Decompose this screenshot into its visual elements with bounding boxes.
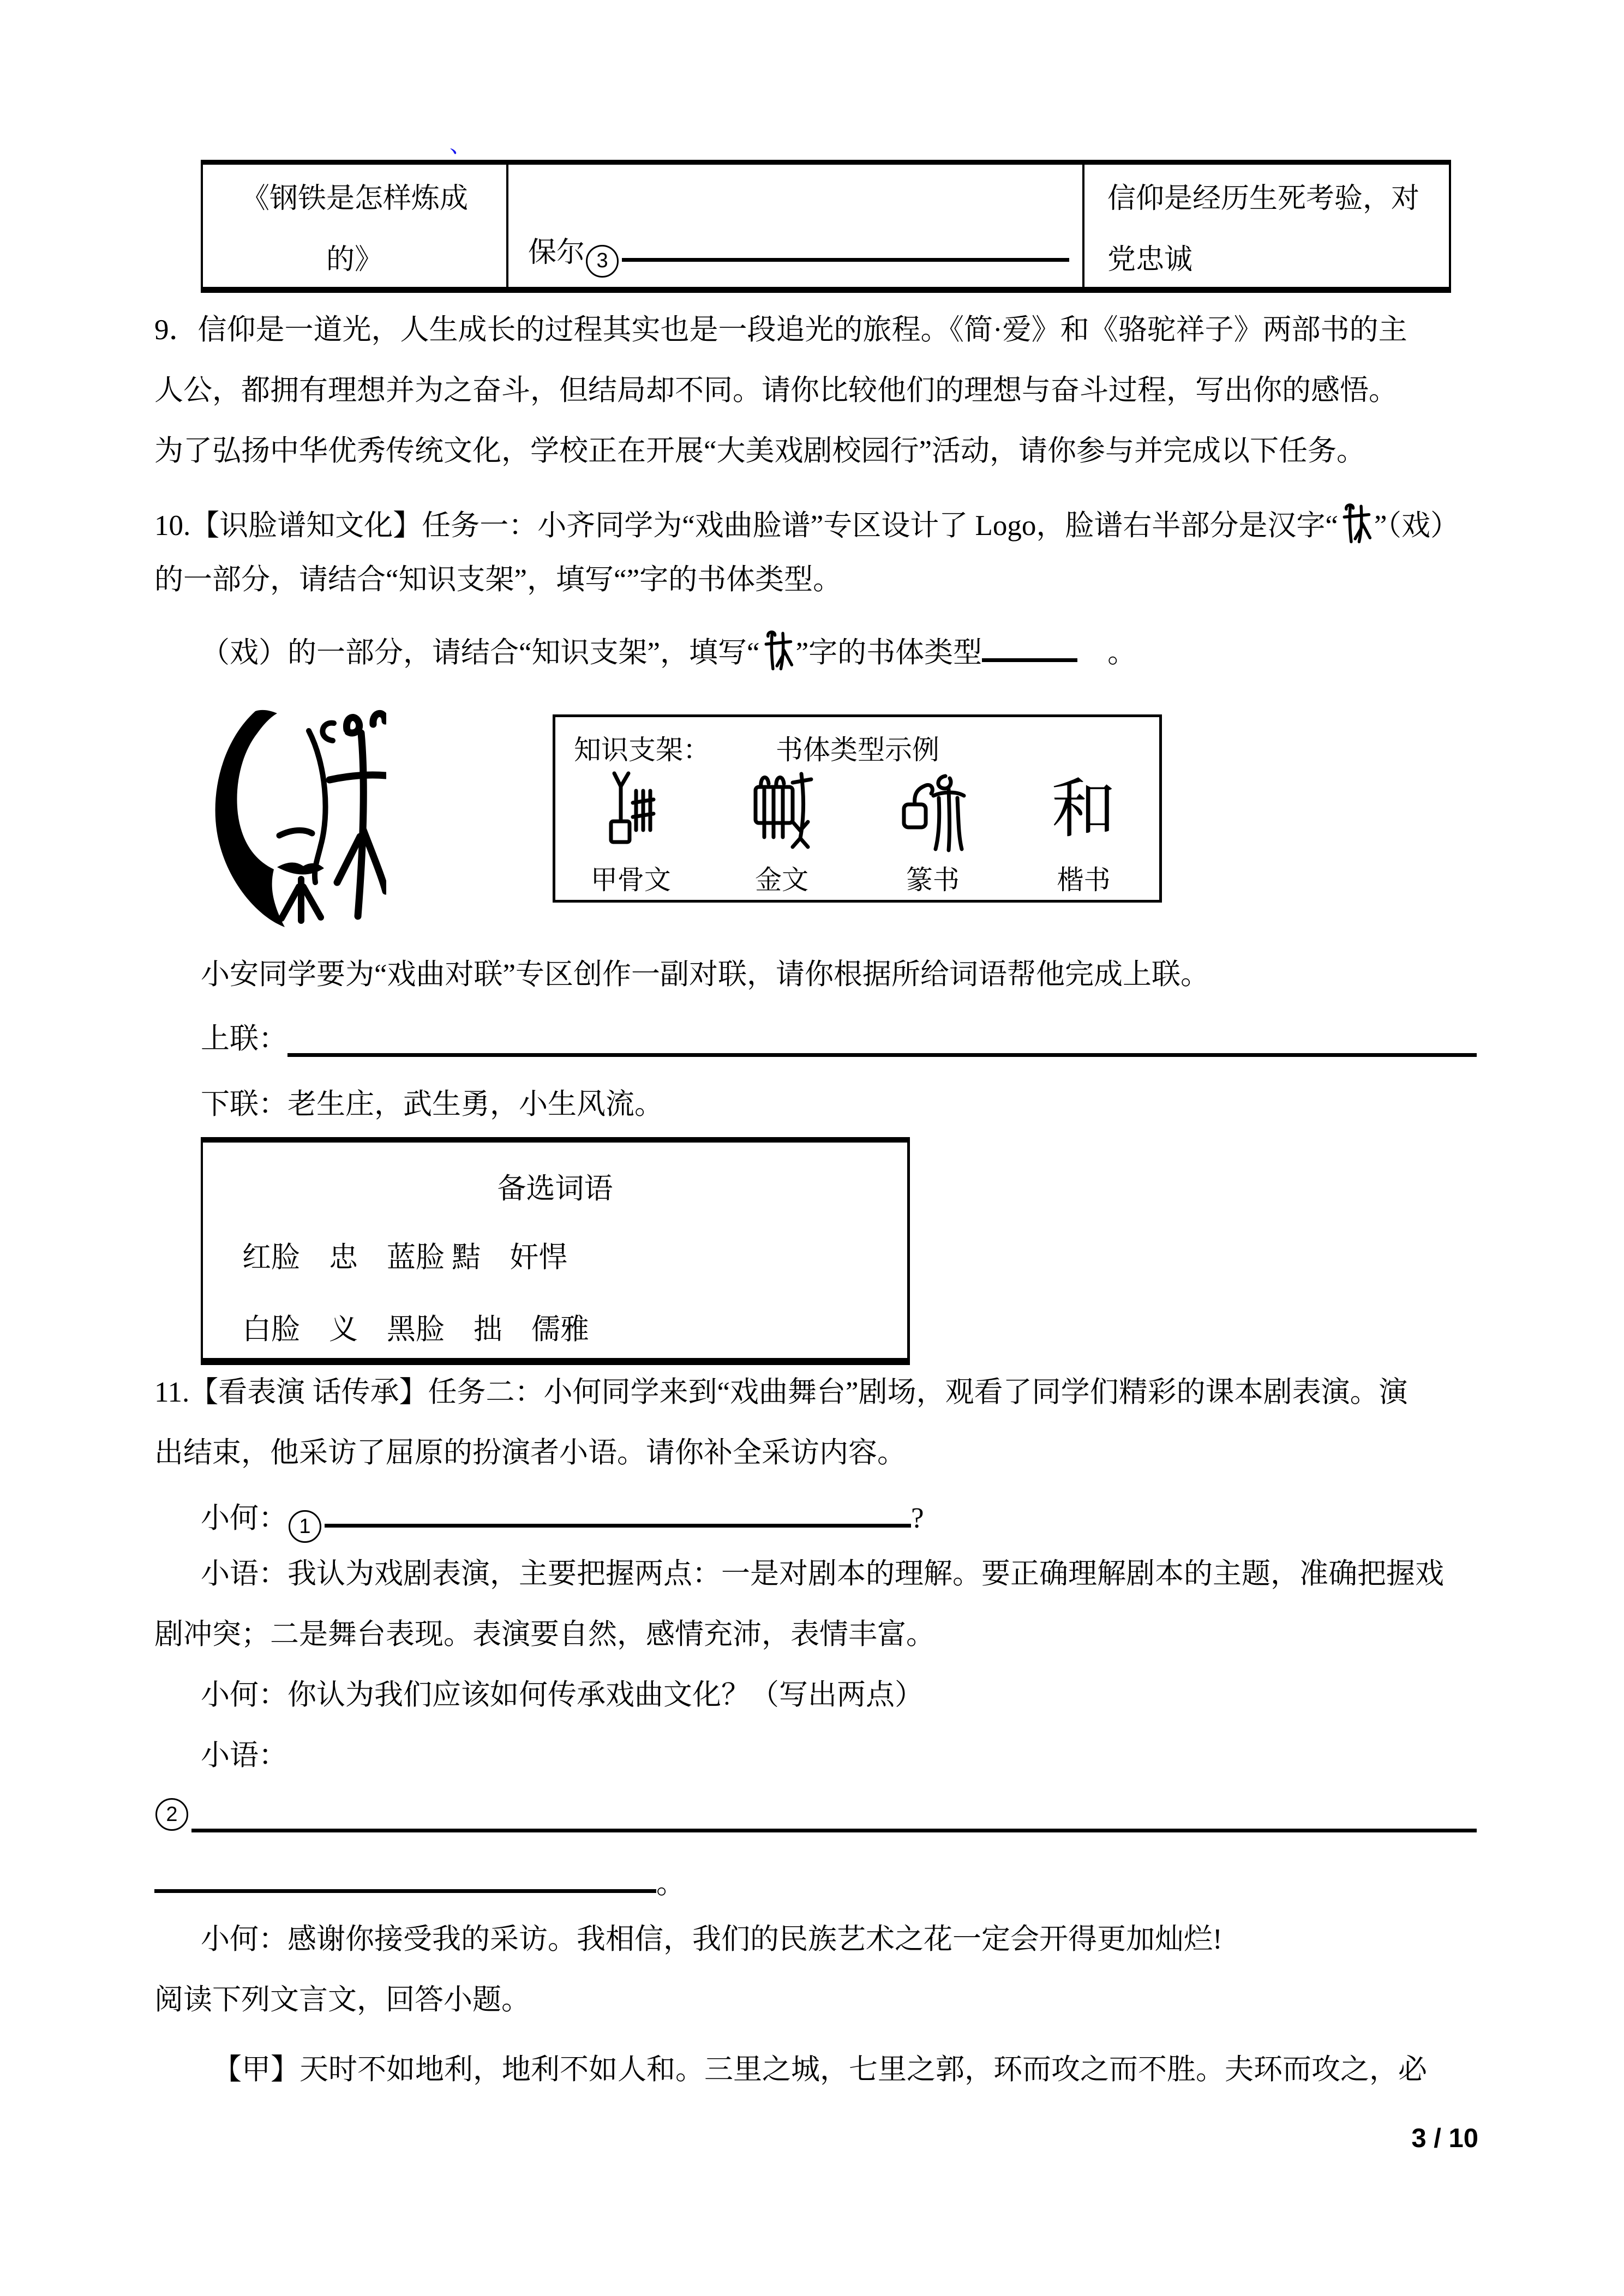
blank-underline-upper-couplet [287, 1023, 1477, 1057]
table-cell-character [508, 165, 1084, 287]
label-bronze-script: 金文 [755, 865, 809, 895]
label-oracle-bone: 甲骨文 [590, 865, 671, 895]
xiaoyu-answer1-line-1: 小语：我认为戏剧表演，主要把握两点：一是对剧本的理解。要正确理解剧本的主题，准确把握戏 [201, 1558, 1444, 1590]
word-bank-row-2: 白脸 义 黑脸 拙 儒雅 [242, 1314, 589, 1345]
word-bank-box [201, 1137, 910, 1365]
upper-couplet-line [201, 1021, 1477, 1057]
answer2-line-2 [154, 1861, 685, 1902]
label-regular-script: 楷书 [1057, 865, 1111, 895]
knowledge-scaffold-box [553, 714, 1162, 903]
question-10-line-3 [201, 627, 1136, 673]
scaffold-col-regular [1008, 764, 1159, 897]
seal-character-xi-image [1340, 500, 1372, 546]
xiaohe-question-2: 小何：你认为我们应该如何传承戏曲文化？（写出两点） [201, 1679, 924, 1711]
book-title-line1: 《钢铁是怎样炼成 [241, 183, 468, 214]
blank-underline-a2-long [191, 1798, 1477, 1832]
scaffold-col-bronze [706, 764, 858, 897]
a2-period: 。 [656, 1868, 685, 1900]
question-10-line-1 [154, 500, 1459, 546]
question-mark: ? [911, 1502, 924, 1534]
scaffold-col-oracle [555, 764, 706, 897]
couplet-intro: 小安同学要为“戏曲对联”专区创作一副对联，请你根据所给词语帮他完成上联。 [201, 959, 1210, 990]
question-11-line-1: 11.【看表演 话传承】任务二：小何同学来到“戏曲舞台”剧场，观看了同学们精彩的课本剧表演。演 [154, 1377, 1408, 1408]
question-10-line-2: 的一部分，请结合“知识支架”，填写“”字的书体类型。 [154, 564, 842, 596]
q10-l3-text-b: ”字的书体类型 [795, 637, 982, 669]
circled-number-1: 1 [289, 1510, 321, 1543]
page-number: 3 / 10 [1411, 2124, 1478, 2153]
label-seal-script: 篆书 [906, 865, 960, 895]
seal-character-xi-image-2 [762, 627, 794, 673]
reading-jia-line-1: 【甲】天时不如地利，地利不如人和。三里之城，七里之郭，环而攻之而不胜。夫环而攻之，必 [213, 2054, 1427, 2085]
blank-underline-q1 [325, 1495, 911, 1528]
scaffold-header-title: 书体类型示例 [776, 735, 939, 765]
blank-underline-a2-short [154, 1861, 656, 1893]
table-cell-book-title [203, 165, 508, 287]
scaffold-header-label: 知识支架： [574, 735, 710, 765]
question-9-line-2: 人公，都拥有理想并为之奋斗，但结局却不同。请你比较他们的理想与奋斗过程，写出你的感悟。 [154, 375, 1398, 406]
question-9-line-1: 9．信仰是一道光，人生成长的过程其实也是一段追光的旅程。《简·爱》和《骆驼祥子》两部书的主 [154, 314, 1407, 346]
question-9-line-3: 为了弘扬中华优秀传统文化，学校正在开展“大美戏剧校园行”活动，请你参与并完成以下任务。 [154, 435, 1366, 467]
oracle-bone-glyph [606, 764, 656, 856]
table-cell-belief [1084, 165, 1449, 287]
interview-q1-line [201, 1495, 924, 1543]
belief-line1: 信仰是经历生死考验，对 [1107, 183, 1420, 214]
q10-l3-text-a: （戏）的一部分，请结合“知识支架”，填写“ [201, 637, 760, 669]
blank-underline-table [622, 230, 1069, 262]
word-bank-title: 备选词语 [497, 1173, 613, 1205]
q10-l1-text-a: 10.【识脸谱知文化】任务一：小齐同学为“戏曲脸谱”专区设计了 Logo，脸谱右半部分是汉字“ [154, 510, 1338, 542]
xiaoyu-answer1-line-2: 剧冲突；二是舞台表现。表演要自然，感情充沛，表情丰富。 [154, 1619, 935, 1650]
xiaoyu-label-2: 小语： [201, 1740, 287, 1771]
question-11-line-2: 出结束，他采访了屈原的扮演者小语。请你补全采访内容。 [154, 1437, 906, 1469]
xiaohe-label-1: 小何： [201, 1502, 287, 1534]
word-bank-row-1: 红脸 忠 蓝脸 黠 奸悍 [242, 1242, 568, 1273]
character-name: 保尔 [528, 237, 585, 268]
circled-number-2: 2 [155, 1798, 188, 1831]
stray-blue-link-mark: 、 [446, 127, 476, 163]
regular-script-char: 和 [1051, 774, 1116, 845]
upper-couplet-label: 上联： [201, 1023, 287, 1055]
answer2-line-1 [154, 1798, 1477, 1832]
seal-script-glyph [900, 764, 966, 856]
blank-underline-script-type [982, 630, 1077, 662]
scaffold-col-seal [858, 764, 1009, 897]
q10-l3-period: 。 [1107, 637, 1137, 669]
lower-couplet: 下联：老生庄，武生勇，小生风流。 [201, 1089, 663, 1120]
q10-l1-text-b: ”（戏） [1374, 510, 1459, 542]
reading-intro: 阅读下列文言文，回答小题。 [154, 1984, 530, 2016]
belief-line2: 党忠诚 [1107, 244, 1193, 275]
xiaohe-closing: 小何：感谢你接受我的采访。我相信，我们的民族艺术之花一定会开得更加灿烂! [201, 1924, 1223, 1955]
bronze-script-glyph [749, 764, 814, 856]
book-title-line2: 的》 [326, 244, 383, 275]
circled-number-3: 3 [586, 245, 619, 278]
opera-mask-logo-image [196, 699, 386, 928]
belief-table [201, 160, 1451, 293]
